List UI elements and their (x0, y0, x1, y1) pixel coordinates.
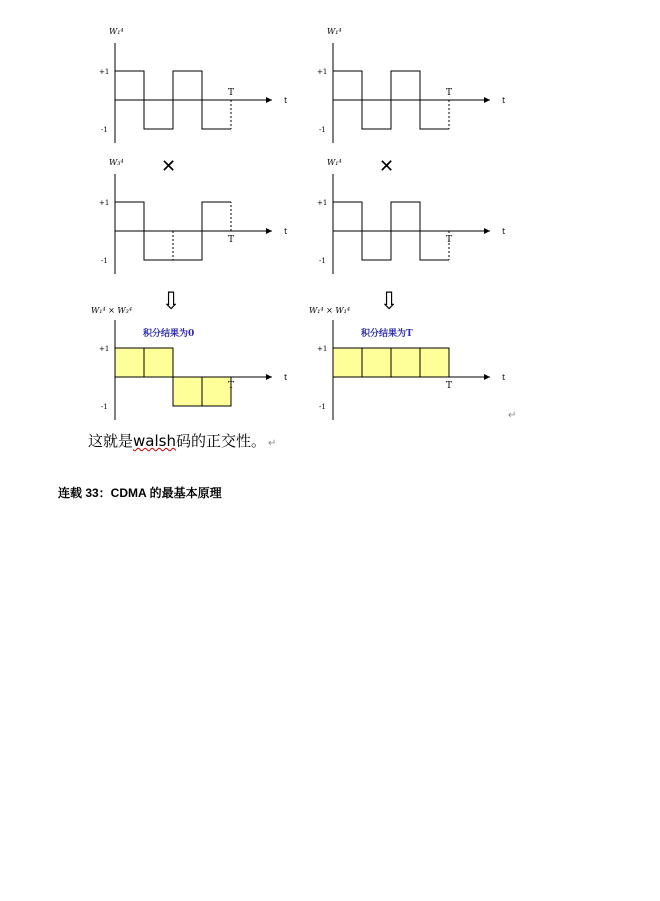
right-product-name-label: W₁⁴ × W₁⁴ (309, 306, 351, 315)
right-product-chip-2 (391, 348, 420, 377)
left-product-chip-0 (115, 348, 144, 377)
right-top-name-label: W₁⁴ (327, 27, 342, 36)
left-top-plus-one-label: +1 (99, 68, 110, 76)
figure-return-mark: ↵ (508, 410, 517, 421)
right-middle-x-arrow (484, 228, 490, 234)
left-middle-T-label: T (228, 235, 235, 245)
left-product-T-label: T (228, 381, 235, 391)
left-middle-plus-one-label: +1 (99, 199, 110, 207)
left-product-result-note: 积分结果为0 (143, 329, 195, 339)
paragraph-return-mark: ↵ (267, 438, 277, 449)
left-product-chip-2 (173, 377, 202, 406)
left-top-minus-one-label: -1 (101, 126, 108, 134)
right-top-t-label: t (502, 96, 506, 105)
right-middle-t-label: t (502, 227, 506, 236)
right-top-x-arrow (484, 97, 490, 103)
left-down-arrow: ⇩ (161, 287, 182, 315)
right-top-minus-one-label: -1 (319, 126, 326, 134)
left-top-name-label: W₁⁴ (109, 27, 124, 36)
right-product-T-label: T (446, 381, 453, 391)
left-product-plus-one-label: +1 (99, 345, 110, 353)
caption-walsh-word: walsh (133, 432, 176, 450)
right-top-T-label: T (446, 88, 453, 98)
orthogonality-caption (88, 430, 276, 451)
left-multiply-symbol: ✕ (161, 156, 177, 177)
left-product-chip-3 (202, 377, 231, 406)
right-top-plus-one-label: +1 (317, 68, 328, 76)
left-top-t-label: t (284, 96, 288, 105)
caption-prefix: 这就是 (88, 432, 134, 450)
right-column (309, 27, 506, 420)
left-middle-minus-one-label: -1 (101, 257, 108, 265)
right-middle-minus-one-label: -1 (319, 257, 326, 265)
left-product-chip-1 (144, 348, 173, 377)
right-product-minus-one-label: -1 (319, 403, 326, 411)
left-middle-t-label: t (284, 227, 288, 236)
left-middle-x-arrow (266, 228, 272, 234)
right-product-chip-3 (420, 348, 449, 377)
left-product-minus-one-label: -1 (101, 403, 108, 411)
section-heading: 连载 33：CDMA 的最基本原理 (58, 486, 222, 500)
right-product-x-arrow (484, 374, 490, 380)
right-middle-name-label: W₁⁴ (327, 158, 342, 167)
right-down-arrow: ⇩ (379, 287, 400, 315)
right-multiply-symbol: ✕ (379, 156, 395, 177)
left-middle-name-label: W₃⁴ (109, 158, 124, 167)
left-product-t-label: t (284, 373, 288, 382)
caption-suffix: 码的正交性。 (175, 432, 266, 450)
right-middle-T-label: T (446, 235, 453, 245)
right-product-plus-one-label: +1 (317, 345, 328, 353)
left-top-x-arrow (266, 97, 272, 103)
left-product-x-arrow (266, 374, 272, 380)
left-product-name-label: W₁⁴ × W₃⁴ (91, 306, 133, 315)
right-product-chip-1 (362, 348, 391, 377)
right-product-t-label: t (502, 373, 506, 382)
right-product-result-note: 积分结果为T (361, 329, 413, 339)
left-top-T-label: T (228, 88, 235, 98)
right-middle-plus-one-label: +1 (317, 199, 328, 207)
left-column (91, 27, 288, 420)
right-product-chip-0 (333, 348, 362, 377)
